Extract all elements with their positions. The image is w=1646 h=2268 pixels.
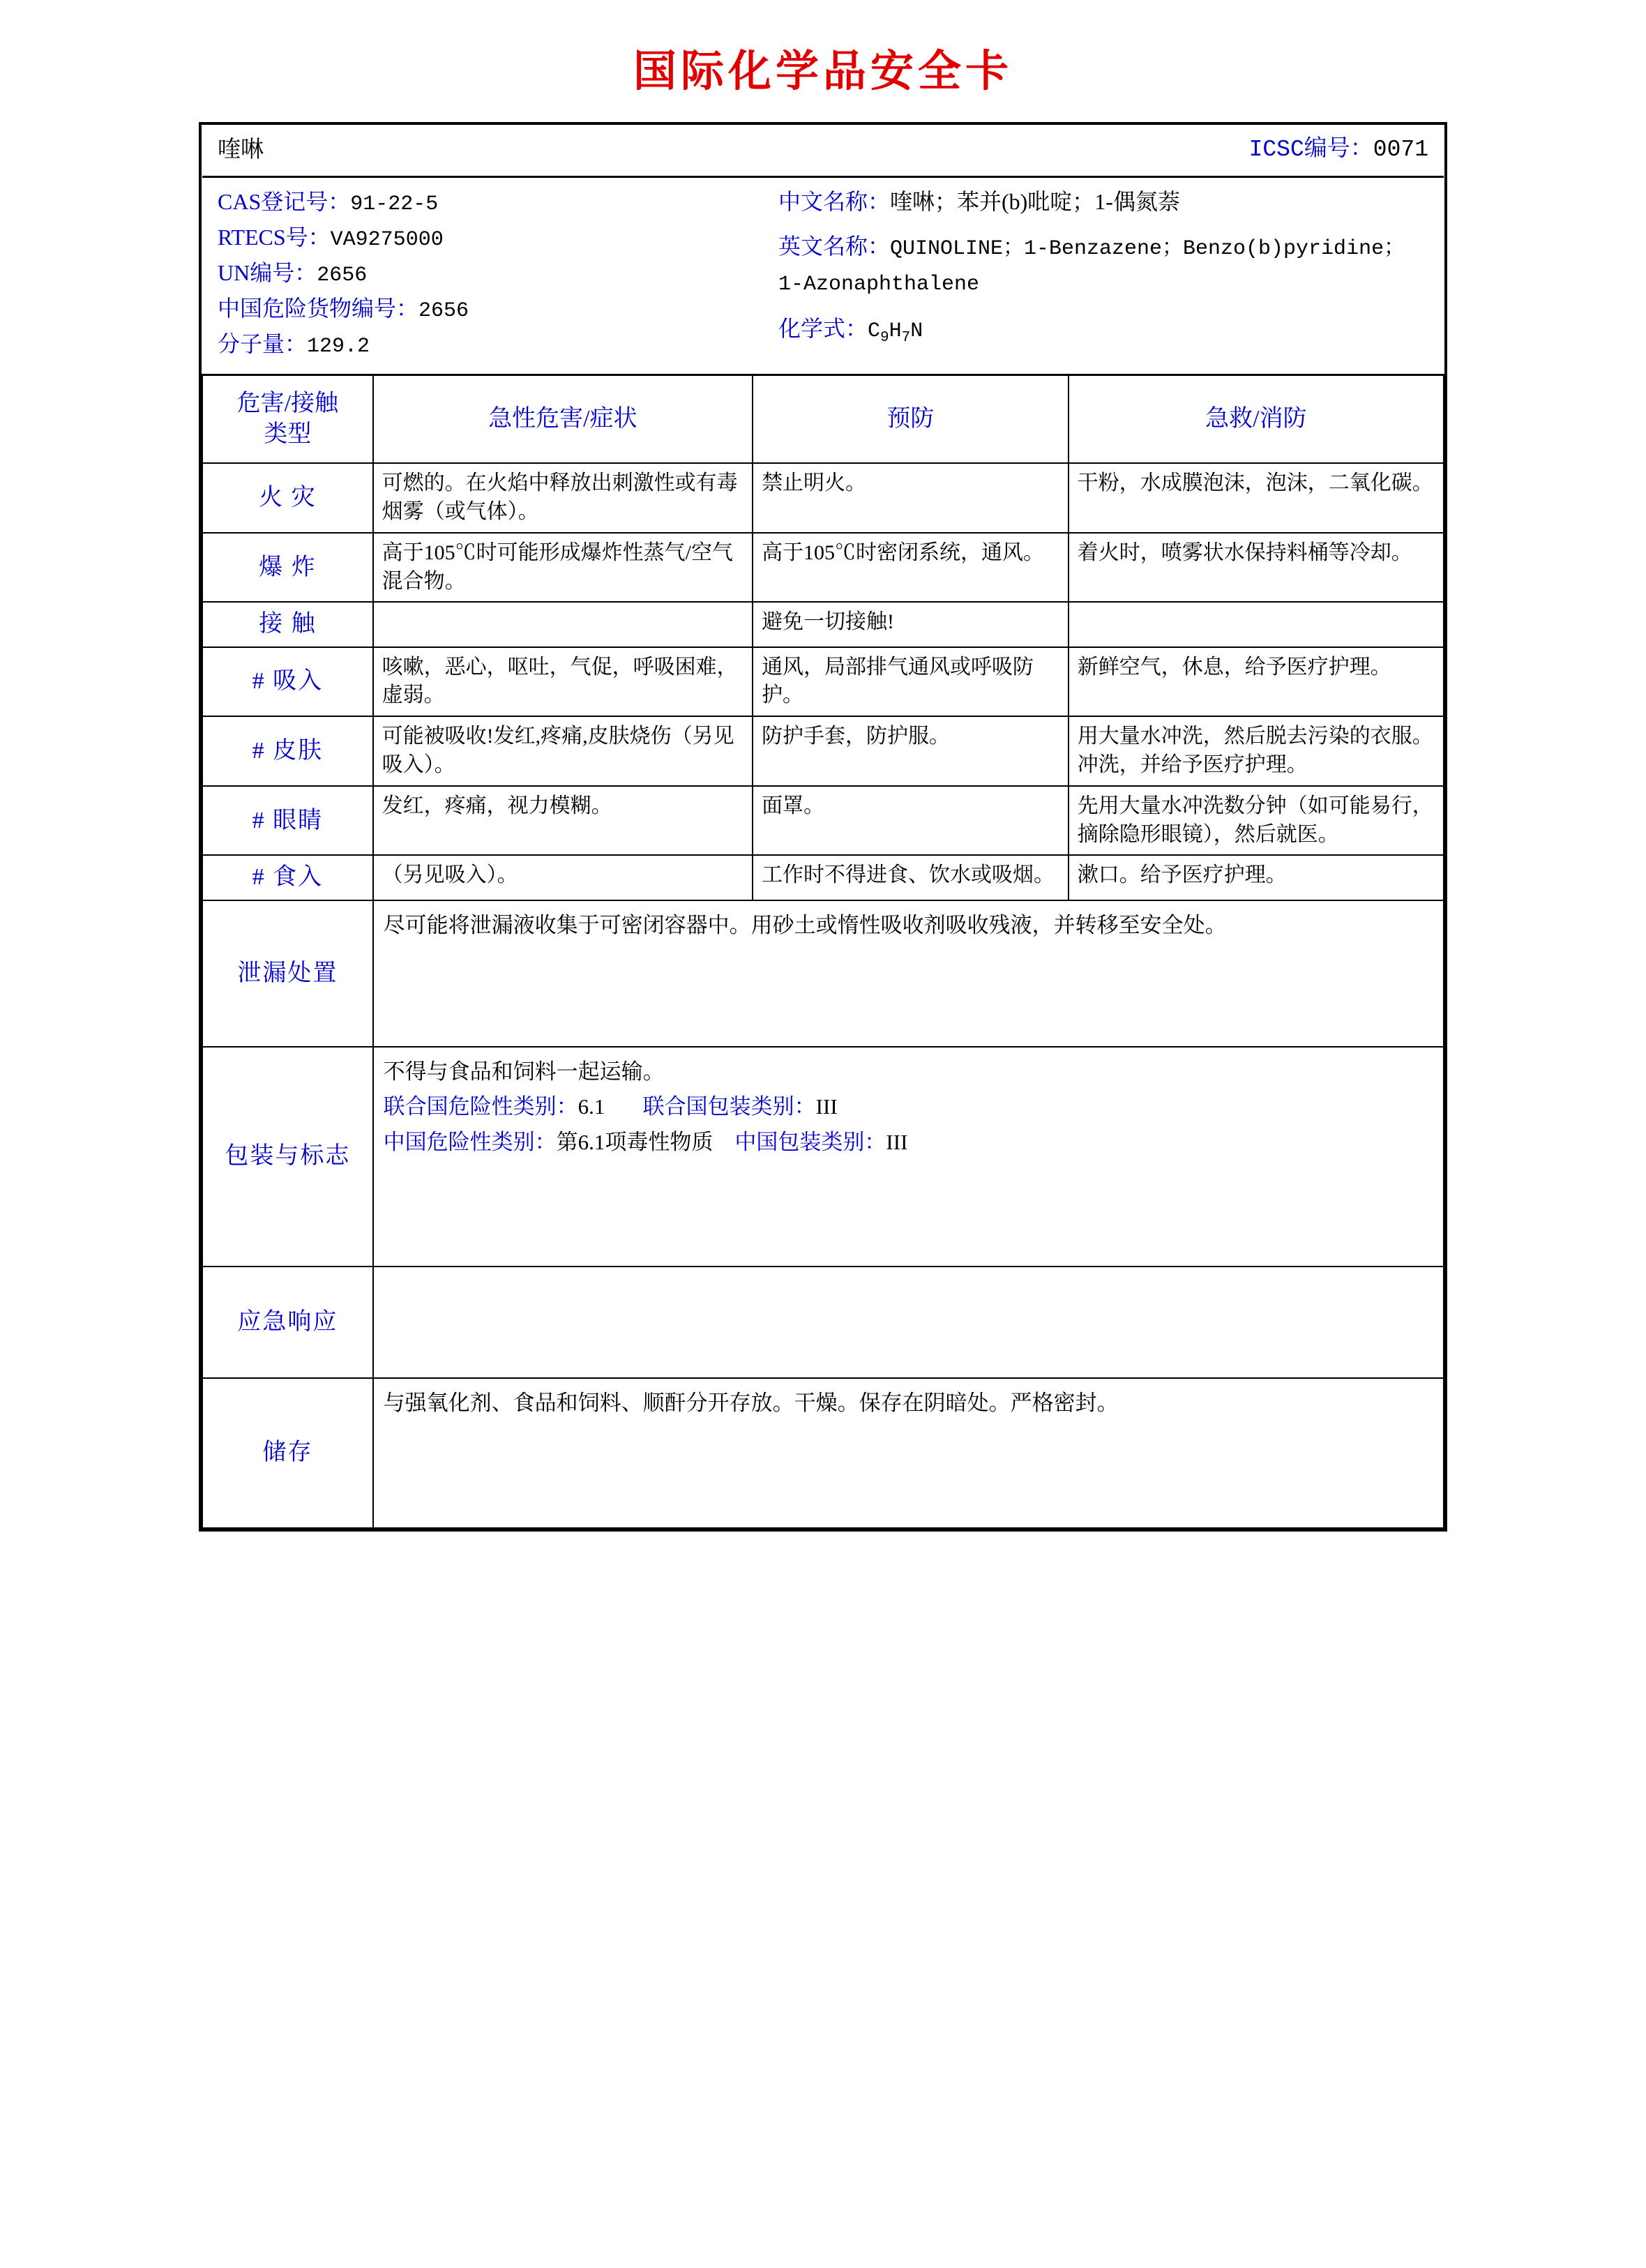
identification-left <box>218 185 778 363</box>
row-acute-skin: 可能被吸收!发红,疼痛,皮肤烧伤（另见吸入）。 <box>373 716 753 786</box>
row-firstaid-inhalation: 新鲜空气，休息，给予医疗护理。 <box>1069 647 1444 717</box>
section-row-storage <box>202 1378 1444 1528</box>
section-label-storage: 储存 <box>202 1378 373 1528</box>
header-prevention: 预防 <box>753 375 1069 463</box>
header-acute: 急性危害/症状 <box>373 375 753 463</box>
packaging-transport-note: 不得与食品和饲料一起运输。 <box>383 1059 665 1084</box>
substance-name: 喹啉 <box>202 125 753 176</box>
un-hazard-class-value: 6.1 <box>577 1094 605 1119</box>
row-prevention-inhalation: 通风，局部排气通风或呼吸防护。 <box>753 647 1069 717</box>
row-label-explosion: 爆 炸 <box>202 533 373 603</box>
icsc-number-cell <box>753 125 1444 176</box>
row-label-ingestion: # 食入 <box>202 855 373 900</box>
page-title: 国际化学品安全卡 <box>633 48 1013 96</box>
section-label-packaging: 包装与标志 <box>202 1047 373 1267</box>
en-name-value: QUINOLINE；1-Benzazene；Benzo(b)pyridine；1-Azonaphthalene <box>778 236 1405 296</box>
en-name-label: 英文名称： <box>778 233 890 259</box>
cn-goods-label: 中国危险货物编号： <box>218 295 419 321</box>
icsc-number: 0071 <box>1373 137 1428 162</box>
icsc-table <box>202 125 1444 1529</box>
un-value: 2656 <box>317 263 368 287</box>
row-prevention-ingestion: 工作时不得进食、饮水或吸烟。 <box>753 855 1069 900</box>
formula-label: 化学式： <box>778 315 868 341</box>
formula-value: $C_9H_7N$ <box>867 319 923 346</box>
row-prevention-skin: 防护手套，防护服。 <box>753 716 1069 786</box>
section-row-emergency <box>202 1267 1444 1378</box>
table-row <box>202 786 1444 856</box>
header-type-line2: 类型 <box>264 421 312 448</box>
packaging-cn-line <box>384 1126 1433 1159</box>
cn-packing-group-value: III <box>886 1129 908 1154</box>
header-firstaid: 急救/消防 <box>1069 375 1444 463</box>
molecular-weight-value: 129.2 <box>307 334 370 358</box>
header-type <box>202 375 373 463</box>
identification-row <box>202 176 1444 375</box>
card-header-row <box>202 125 1444 176</box>
cn-hazard-class-value: 第6.1项毒性物质 <box>556 1129 713 1154</box>
table-row <box>202 647 1444 717</box>
row-acute-explosion: 高于105℃时可能形成爆炸性蒸气/空气混合物。 <box>373 533 753 603</box>
identification-right <box>778 185 1428 363</box>
cn-hazard-class-label: 中国危险性类别： <box>383 1129 557 1154</box>
row-firstaid-skin: 用大量水冲洗，然后脱去污染的衣服。冲洗，并给予医疗护理。 <box>1069 716 1444 786</box>
table-row <box>202 533 1444 603</box>
section-row-packaging <box>202 1047 1444 1267</box>
section-body-spillage: 尽可能将泄漏液收集于可密闭容器中。用砂土或惰性吸收剂吸收残液，并转移至安全处。 <box>373 900 1444 1047</box>
row-acute-inhalation: 咳嗽，恶心，呕吐，气促，呼吸困难，虚弱。 <box>373 647 753 717</box>
page <box>0 36 1646 2268</box>
hazard-header-row <box>202 375 1444 463</box>
row-firstaid-exposure <box>1069 602 1444 647</box>
section-body-packaging <box>373 1047 1444 1267</box>
cn-name-value: 喹啉；苯并(b)吡啶；1-偶氮萘 <box>889 188 1180 214</box>
un-packing-group-value: III <box>815 1094 838 1119</box>
cas-label: CAS登记号： <box>218 188 351 214</box>
row-acute-fire: 可燃的。在火焰中释放出刺激性或有毒烟雾（或气体）。 <box>373 463 753 533</box>
row-prevention-eyes: 面罩。 <box>753 786 1069 856</box>
cn-packing-group-label: 中国包装类别： <box>734 1129 886 1154</box>
row-label-inhalation: # 吸入 <box>202 647 373 717</box>
un-hazard-class-label: 联合国危险性类别： <box>383 1094 578 1119</box>
en-name-line <box>778 229 1428 301</box>
molecular-weight-line <box>218 327 771 363</box>
section-label-emergency: 应急响应 <box>202 1267 373 1378</box>
row-firstaid-explosion: 着火时，喷雾状水保持料桶等冷却。 <box>1069 533 1444 603</box>
section-body-storage: 与强氧化剂、食品和饲料、顺酐分开存放。干燥。保存在阴暗处。严格密封。 <box>373 1378 1444 1528</box>
row-prevention-exposure: 避免一切接触! <box>753 602 1069 647</box>
table-row <box>202 716 1444 786</box>
formula-line <box>778 312 1428 349</box>
section-row-spillage <box>202 900 1444 1047</box>
section-label-spillage: 泄漏处置 <box>202 900 373 1047</box>
cas-value: 91-22-5 <box>350 192 439 216</box>
table-row <box>202 855 1444 900</box>
icsc-label: ICSC编号： <box>1248 137 1373 162</box>
section-body-emergency <box>373 1267 1444 1378</box>
rtecs-label: RTECS号： <box>218 224 331 250</box>
row-label-skin: # 皮肤 <box>202 716 373 786</box>
row-label-exposure: 接 触 <box>202 602 373 647</box>
un-line <box>218 256 771 292</box>
row-label-eyes: # 眼睛 <box>202 786 373 856</box>
row-acute-exposure <box>373 602 753 647</box>
row-label-fire: 火 灾 <box>202 463 373 533</box>
un-label: UN编号： <box>218 259 317 285</box>
header-type-line1: 危害/接触 <box>236 390 339 416</box>
rtecs-value: VA9275000 <box>330 227 444 252</box>
row-prevention-explosion: 高于105℃时密闭系统，通风。 <box>753 533 1069 603</box>
un-packing-group-label: 联合国包装类别： <box>642 1094 816 1119</box>
packaging-un-line <box>384 1091 1433 1124</box>
molecular-weight-label: 分子量： <box>218 331 308 356</box>
row-prevention-fire: 禁止明火。 <box>753 463 1069 533</box>
row-firstaid-fire: 干粉，水成膜泡沫，泡沫，二氧化碳。 <box>1069 463 1444 533</box>
row-acute-ingestion: （另见吸入）。 <box>373 855 753 900</box>
row-firstaid-ingestion: 漱口。给予医疗护理。 <box>1069 855 1444 900</box>
identification-block <box>202 176 1444 375</box>
row-firstaid-eyes: 先用大量水冲洗数分钟（如可能易行，摘除隐形眼镜），然后就医。 <box>1069 786 1444 856</box>
cas-line <box>218 185 771 220</box>
table-row <box>202 602 1444 647</box>
row-acute-eyes: 发红，疼痛，视力模糊。 <box>373 786 753 856</box>
cn-goods-value: 2656 <box>418 298 469 323</box>
cn-goods-line <box>218 292 771 327</box>
icsc-card <box>199 122 1447 1532</box>
cn-name-label: 中文名称： <box>778 188 890 214</box>
cn-name-line <box>778 185 1428 218</box>
rtecs-line <box>218 220 771 256</box>
table-row <box>202 463 1444 533</box>
